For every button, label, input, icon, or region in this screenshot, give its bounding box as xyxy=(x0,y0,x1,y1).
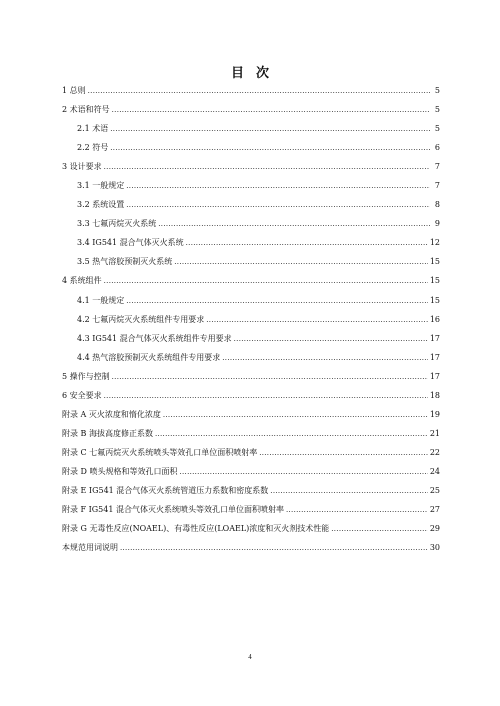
toc-entry-page: 5 xyxy=(434,105,440,115)
toc-dot-leader xyxy=(163,406,428,425)
toc-entry[interactable] xyxy=(62,443,440,462)
toc-dot-leader xyxy=(286,501,428,520)
table-of-contents xyxy=(62,81,440,557)
toc-entry[interactable] xyxy=(62,329,440,348)
toc-dot-leader xyxy=(104,387,428,406)
toc-entry-label: 4.1 一般规定 xyxy=(77,295,125,305)
toc-entry[interactable] xyxy=(62,81,440,100)
toc-entry-label: 附录 A 灭火浓度和惰化浓度 xyxy=(62,409,161,419)
toc-entry-page: 12 xyxy=(429,238,440,248)
toc-entry-page: 30 xyxy=(429,543,440,553)
toc-title-char-1: 目 xyxy=(230,66,244,81)
toc-entry-label: 3.2 系统设置 xyxy=(77,200,125,210)
toc-entry-label: 附录 B 海拔高度修正系数 xyxy=(62,428,153,438)
toc-entry-page: 17 xyxy=(429,371,440,381)
toc-entry-page: 6 xyxy=(434,143,440,153)
toc-dot-leader xyxy=(155,425,428,444)
toc-dot-leader xyxy=(126,196,430,215)
page-number: 4 xyxy=(248,653,252,661)
toc-dot-leader xyxy=(112,368,428,387)
toc-entry-page: 27 xyxy=(429,505,440,515)
toc-dot-leader xyxy=(104,158,430,177)
toc-dot-leader xyxy=(126,292,428,311)
toc-dot-leader xyxy=(206,311,428,330)
toc-entry-label: 1 总则 xyxy=(62,86,86,95)
toc-entry-label: 附录 G 无毒性反应(NOAEL)、有毒性反应(LOAEL)浓度和灭火剂技术性能 xyxy=(62,524,330,534)
toc-entry[interactable] xyxy=(62,138,440,157)
toc-dot-leader xyxy=(126,177,430,196)
toc-entry[interactable] xyxy=(62,271,440,290)
toc-dot-leader xyxy=(110,120,430,139)
toc-entry[interactable] xyxy=(62,252,440,271)
toc-entry-label: 4.4 热气溶胶预制灭火系统组件专用要求 xyxy=(77,352,221,362)
toc-entry-page: 17 xyxy=(429,333,440,343)
toc-entry-page: 22 xyxy=(429,447,440,457)
toc-entry-label: 附录 C 七氟丙烷灭火系统喷头等效孔口单位面积喷射率 xyxy=(62,447,258,457)
toc-entry[interactable] xyxy=(62,176,440,195)
toc-entry-page: 15 xyxy=(429,276,440,286)
toc-entry-label: 3.4 IG541 混合气体灭火系统 xyxy=(77,238,184,248)
toc-dot-leader xyxy=(180,463,428,482)
toc-entry-label: 5 操作与控制 xyxy=(62,371,110,381)
toc-entry-label: 2.2 符号 xyxy=(77,143,109,153)
toc-dot-leader xyxy=(110,139,430,158)
toc-title-char-2: 次 xyxy=(256,66,270,81)
toc-dot-leader xyxy=(222,349,428,368)
toc-dot-leader xyxy=(174,253,428,272)
toc-entry-page: 21 xyxy=(429,428,440,438)
toc-entry-page: 5 xyxy=(434,86,440,95)
toc-entry[interactable] xyxy=(62,500,440,519)
toc-entry[interactable] xyxy=(62,233,440,252)
toc-entry[interactable] xyxy=(62,157,440,176)
toc-entry[interactable] xyxy=(62,424,440,443)
toc-entry-page: 5 xyxy=(434,124,440,134)
toc-entry[interactable] xyxy=(62,519,440,538)
toc-entry[interactable] xyxy=(62,100,440,119)
toc-entry[interactable] xyxy=(62,195,440,214)
toc-entry-label: 附录 D 喷头规格和等效孔口面积 xyxy=(62,466,178,476)
toc-title xyxy=(0,62,500,81)
toc-entry-label: 4.2 七氟丙烷灭火系统组件专用要求 xyxy=(77,314,205,324)
toc-entry-label: 附录 E IG541 混合气体灭火系统管道压力系数和密度系数 xyxy=(62,485,269,495)
toc-dot-leader xyxy=(331,520,428,539)
toc-entry-label: 3 设计要求 xyxy=(62,162,102,172)
toc-entry-page: 15 xyxy=(429,257,440,267)
toc-entry-label: 附录 F IG541 混合气体灭火系统喷头等效孔口单位面积喷射率 xyxy=(62,505,284,515)
toc-entry[interactable] xyxy=(62,481,440,500)
toc-entry[interactable] xyxy=(62,310,440,329)
toc-entry-page: 16 xyxy=(429,314,440,324)
toc-entry-label: 本规范用词说明 xyxy=(62,543,118,553)
toc-entry[interactable] xyxy=(62,291,440,310)
toc-entry-page: 9 xyxy=(434,219,440,229)
toc-dot-leader xyxy=(234,330,428,349)
toc-entry[interactable] xyxy=(62,214,440,233)
toc-entry[interactable] xyxy=(62,538,440,557)
toc-entry-page: 25 xyxy=(429,485,440,495)
toc-entry-page: 29 xyxy=(429,524,440,534)
toc-entry-page: 7 xyxy=(434,181,440,191)
toc-dot-leader xyxy=(158,215,430,234)
toc-entry-page: 7 xyxy=(434,162,440,172)
toc-entry-label: 6 安全要求 xyxy=(62,390,102,400)
toc-dot-leader xyxy=(186,234,428,253)
toc-entry[interactable] xyxy=(62,405,440,424)
toc-entry-page: 17 xyxy=(429,352,440,362)
toc-entry[interactable] xyxy=(62,348,440,367)
toc-entry-page: 18 xyxy=(429,390,440,400)
toc-entry-page: 8 xyxy=(434,200,440,210)
toc-entry-label: 2 术语和符号 xyxy=(62,105,110,115)
toc-entry[interactable] xyxy=(62,119,440,138)
toc-dot-leader xyxy=(112,101,430,120)
toc-entry-label: 3.1 一般规定 xyxy=(77,181,125,191)
toc-entry-page: 19 xyxy=(429,409,440,419)
toc-dot-leader xyxy=(270,482,428,501)
toc-entry-label: 3.3 七氟丙烷灭火系统 xyxy=(77,219,157,229)
toc-dot-leader xyxy=(259,444,428,463)
toc-entry-label: 3.5 热气溶胶预制灭火系统 xyxy=(77,257,173,267)
toc-entry[interactable] xyxy=(62,386,440,405)
toc-entry-label: 4 系统组件 xyxy=(62,276,102,286)
toc-dot-leader xyxy=(104,272,428,291)
toc-entry-page: 15 xyxy=(429,295,440,305)
toc-entry-page: 24 xyxy=(429,466,440,476)
toc-dot-leader xyxy=(88,82,430,101)
toc-entry[interactable] xyxy=(62,462,440,481)
toc-entry[interactable] xyxy=(62,367,440,386)
toc-entry-label: 2.1 术语 xyxy=(77,124,109,134)
toc-dot-leader xyxy=(120,539,428,558)
toc-entry-label: 4.3 IG541 混合气体灭火系统组件专用要求 xyxy=(77,333,232,343)
